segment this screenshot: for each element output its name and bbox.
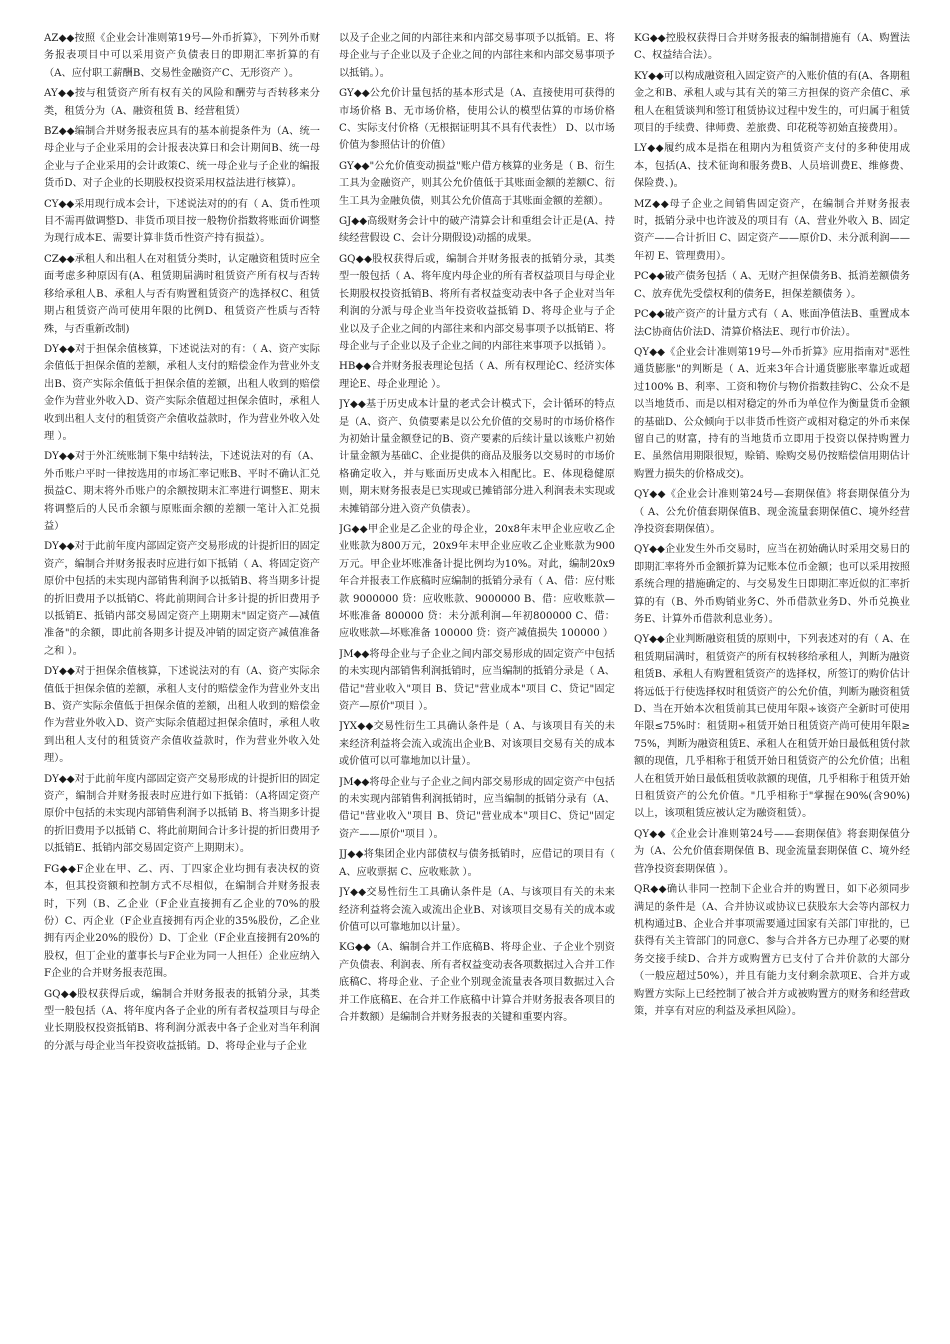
question-item: HB◆◆合并财务报表理论包括（ A、所有权理论C、经济实体理论E、母企业理论 ）。 <box>339 361 615 390</box>
question-item: BZ◆◆编制合并财务报表应具有的基本前提条件为（A、统一母企业与子企业采用的会计报表决算日和会计期间B、统一母企业与子企业采用的会计政策C、统一母企业与子企业的编报货币D、对子企业的长期股权投资采用权益法进行核算）。 <box>44 126 320 190</box>
question-item: QY◆◆企业发生外币交易时，应当在初始确认时采用交易日的即期汇率将外币金额折算为记账本位币金额；也可以采用按照系统合理的措施确定的、与交易发生日即期汇率近似的汇率折算的有（B、外币购销业务C、外币借款业务D、外币兑换业务E、计算外币借款利息业务）。 <box>634 544 910 625</box>
question-item: LY◆◆履约成本是指在租期内为租赁资产支付的多种使用成本，包括(A、技术征询和服务费B、人员培训费E、维修费、保险费、)。 <box>634 143 910 190</box>
question-item: JY◆◆基于历史成本计量的老式会计模式下，会计循环的特点是（A、资产、负债要素是以公允价值的交易时的市场价格作为初始计量金额登记的B、资产要素的后续计量以该账户初始计量金额为基础C、企业提供的商品及服务以交易时的市场价格确定收入，并与账面历史成本入相配比。E、体现稳健原则，期末财务报表是已实现或已摊销部分进入利润表未实现或未摊销部分进入资产负债表）。 <box>339 399 615 515</box>
question-item: GQ◆◆股权获得后或，编制合并财务报表的抵销分录，其类型一般包括（ A、将年度内母企业的所有者权益项目与母企业长期股权投资抵销B、将所有者权益变动表中各子企业对当年利润的分派与母企业当年投资收益抵销 D、将母企业与子企业以及子企业之间的内部往来和内部交易事项予以抵销E、将母企业与子企业以及子企业之间的内部往来事项予以抵销 ）。 <box>339 253 615 352</box>
question-item: QY◆◆《企业会计准则第24号—套期保值》将套期保值分为（ A、公允价值套期保值B、现金流量套期保值C、境外经营净投资套期保值）。 <box>634 489 910 535</box>
question-item: GY◆◆"公允价值变动损益"账户借方核算的业务是（ B、衍生工具为金融资产，则其公允价值低于其账面金额的差额C、衍生工具为金融负债，则其公允价值高于其账面金额的差额）。 <box>339 160 615 207</box>
question-item: PC◆◆破产债务包括（ A、无财产担保债务B、抵消差额债务C、放弃优先受偿权利的债务E，担保差额债务 ）。 <box>634 271 910 300</box>
question-item: GY◆◆公允价计量包括的基本形式是（A、直接使用可获得的市场价格 B、无市场价格，使用公认的模型估算的市场价格C、实际支付价格（无根据证明其不具有代表性） D、以市场价值为参照估计的价值） <box>339 88 615 152</box>
question-item: CZ◆◆承租人和出租人在对租赁分类时，认定融资租赁时应全面考虑多种原因有(A、租赁期届满时租赁资产所有权与否转移给承租人B、承租人与否有购置租赁资产的选择权C、租赁期占租赁资产尚可使用年限的比例D、租赁资产性质与否特殊，与否重新改制) <box>44 253 320 335</box>
question-item: JG◆◆甲企业是乙企业的母企业，20x8年末甲企业应收乙企业账款为800万元，20x9年末甲企业应收乙企业账款为900万元。甲企业坏账准备计提比例均为10%。对此，编制20x9年合并报表工作底稿时应编制的抵销分录有（ A、借：应付账款 9000000 贷：应收账款、9000000 B、借：应收账款—坏账准备 800000 贷：未分派利润—年初800000 C、借：应收账款—坏账准备 100000 贷：资产减值损失 100000 ） <box>339 523 615 640</box>
column-left <box>44 30 320 1320</box>
question-item: DY◆◆对于担保余值核算，下述说法对的有（A、资产实际余值低于担保余值的差额，承租人支付的赔偿金作为营业外支出B、资产实际余值低于担保余值的差额，出租人收到的赔偿金作为营业外收入D、资产实际余值超过担保余值时，承租人收到出租人支付的租赁资产余值收益款时，作为营业外收入处理）。 <box>44 666 320 765</box>
question-item: KG◆◆控股权获得日合并财务报表的编制措施有（A、购置法C、权益结合法）。 <box>634 33 910 62</box>
question-item: MZ◆◆母子企业之间销售固定资产，在编制合并财务报表时，抵销分录中也许波及的项目有（A、营业外收入 B、固定资产——合计折旧 C、固定资产——原价D、未分派利润——年初 E、管理费用）。 <box>634 198 910 262</box>
question-item: FG◆◆F企业在甲、乙、丙、丁四家企业均拥有表决权的资本，但其投资额和控制方式不尽相似，在编制合并财务报表时，下列（B、乙企业（F企业直接拥有乙企业的70%的股份）C、丙企业（F企业直接拥有丙企业的35%股份，乙企业拥有丙企业20%的股份）D、丁企业（F企业直接拥有20%的股权，但丁企业的董事长与F企业为同一人担任）企业应纳入F企业的合并财务报表范围。 <box>44 863 320 980</box>
question-item: AY◆◆按与租赁资产所有权有关的风险和酬劳与否转移来分类，租赁分为（A、融资租赁 B、经营租赁） <box>44 88 320 117</box>
question-item: JY◆◆交易性衍生工具确认条件是（A、与该项目有关的未来经济利益将会流入或流出企业B、对该项目交易有关的成本或价值可以可靠地加以计量）。 <box>339 887 615 933</box>
question-item: CY◆◆采用现行成本会计，下述说法对的的有（ A、货币性项目不需再做调整D、非货币项目按一般物价指数将账面价调整为现行成本E、需要计算非货币性资产持有损益）。 <box>44 198 320 245</box>
column-middle <box>339 30 615 1320</box>
question-item: DY◆◆对于担保余值核算，下述说法对的有：（ A、资产实际余值低于担保余值的差额，承租人支付的赔偿金作为营业外支出B、资产实际余值低于担保余值的差额，出租人收到的赔偿金作为营业外收入D、资产实际余值超过担保余值时，承租人收到出租人支付的租赁资产余值收益款时，作为营业外收入处理 ）。 <box>44 343 320 442</box>
question-item: QR◆◆确认非同一控制下企业合并的购置日，如下必须同步满足的条件是（A、合并协议或协议已获股东大会等内部权力机构通过B、企业合并事项需要通过国家有关部门审批的，已获得有关主管部门的同意C、参与合并各方已办理了必要的财务交接手续D、合并方或购置方已支付了合并价款的大部分（一般应超过50%），并且有能力支付剩余款项E、合并方或购置方实际上已经控制了被合并方或被购置方的财务和经营政策，并享有对应的利益及承担风险）。 <box>634 884 910 1017</box>
question-item: QY◆◆《企业会计准则第19号—外币折算》应用指南对"恶性通货膨胀"的判断是（ A、近来3年合计通货膨胀率靠近或超过100% B、利率、工资和物价与物价指数挂钩C、公众不是以当地货币、而是以相对稳定的外币为单位作为衡量货币金额的基础D、公众倾向于以非货币性资产或相对稳定的外币来保留自己的财富，持有的当地货币立即用于投资以保持购置力E、虽然信用期限很短，赊销、赊购交易仍按赔偿信用期估计购置力损失的价格成交)。 <box>634 346 910 480</box>
question-item: JM◆◆将母企业与子企业之间内部交易形成的固定资产中包括的未实现内部销售利润抵销时，应当编制的抵销分录有（A、借记"营业收入"项目 B、贷记"营业成本"项目C、贷记"固定资产——原价"项目 ）。 <box>339 776 615 840</box>
question-item: JM◆◆将母企业与子企业之间内部交易形成的固定资产中包括的未实现内部销售利润抵销时，应当编制的抵销分录是（ A、借记"营业收入"项目 B、贷记"营业成本"项目 C、贷记"固定资产—原价"项目 ）。 <box>339 648 615 713</box>
question-item: QY◆◆《企业会计准则第24号——套期保值》将套期保值分为（A、公允价值套期保值 B、现金流量套期保值 C、境外经营净投资套期保值 ）。 <box>634 828 910 875</box>
question-item: JYX◆◆交易性衍生工具确认条件是（ A、与该项目有关的未来经济利益将会流入或流出企业B、对该项目交易有关的成本或价值可以可靠地加以计量）。 <box>339 721 615 768</box>
question-item: GQ◆◆股权获得后或，编制合并财务报表的抵销分录，其类型一般包括（A、将年度内各子企业的所有者权益项目与母企业长期股权投资抵销B、将利润分派表中各子企业对当年利润的分派与母企业当年投资收益抵销。D、将母企业与子企业 <box>44 988 320 1052</box>
question-item: 以及子企业之间的内部往来和内部交易事项予以抵销。E、将母企业与子企业以及子企业之间的内部往来和内部交易事项予以抵销。）。 <box>339 33 615 79</box>
question-item: QY◆◆企业判断融资租赁的原则中，下列表述对的有（ A、在租赁期届满时，租赁资产的所有权转移给承租人，判断为融资租赁B、承租人有购置租赁资产的选择权，所签订的购价估计将远低于行使选择权时租赁资产的公允价值，判断为融资租赁D、当在开始本次租赁前其已使用年限÷该资产全新时可使用年限≤75%时：租赁期÷租赁开始日租赁资产尚可使用年限≥75%，判断为融资租赁E、承租人在租赁开始日最低租赁付款额的现值，几乎相称于租赁开始日租赁资产的公允价值；出租人在租赁开始日最低租赁收款额的现值，几乎相称于租赁开始日租赁资产的公允价值。"几乎相称于"掌握在90%(含90%)以上，该项租赁应被认定为融资租赁）。 <box>634 634 910 820</box>
question-item: KG◆◆（A、编制合并工作底稿B、将母企业、子企业个别资产负债表、利润表、所有者权益变动表各项数据过入合并工作底稿C、将母企业、子企业个别现金流量表各项目数据过入合并工作底稿E、在合并工作底稿中计算合并财务报表各项目的合并数额）是编制合并财务报表的关键和重要内容。 <box>339 942 615 1023</box>
question-item: DY◆◆对于外汇统账制下集中结转法，下述说法对的有（A、外币账户平时一律按选用的市场汇率记账B、平时不确认汇兑损益C、期末将外币账户的余额按期末汇率进行调整E、期末将调整后的人民币余额与原账面余额的差额一笔计入汇兑损益） <box>44 451 320 532</box>
document-page <box>44 30 910 1320</box>
question-item: KY◆◆可以构成融资租入固定资产的入账价值的有(A、各期租金之和B、承租人或与其有关的第三方担保的资产余值C、承租人在租赁谈判和签订租赁协议过程中发生的，可归属于租赁项目的手续费、律师费、差旅费、印花税等初始直接费用）。 <box>634 70 910 135</box>
question-item: AZ◆◆按照《企业会计准则第19号—外币折算》，下列外币财务报表项目中可以采用资产负债表日的即期汇率折算的有（A、应付职工薪酬B、交易性金融资产C、无形资产 ）。 <box>44 33 320 79</box>
question-item: PC◆◆破产资产的计量方式有（ A、账面净值法B、重置成本法C协商估价法D、清算价格法E、现行市价法）。 <box>634 309 910 338</box>
question-item: GJ◆◆高级财务会计中的破产清算会计和重组会计正是(A、持续经营假设 C、会计分期假设)动摇的成果。 <box>339 216 615 245</box>
column-right <box>634 30 910 1320</box>
question-item: JJ◆◆将集团企业内部债权与债务抵销时，应借记的项目有（ A、应收票据 C、应收账款 ）。 <box>339 849 615 878</box>
question-item: DY◆◆对于此前年度内部固定资产交易形成的计提折旧的固定资产，编制合并财务报表时应进行如下抵销（ A、将固定资产原价中包括的未实现内部销售利润予以抵销B、将当期多计提的折旧费用予以抵销C、将此前期间合计多计提的折旧费用予以抵销E、抵销内部交易固定资产上期期末"固定资产—减值准备"的余额，即此前各期多计提及冲销的固定资产减值准备之和 ）。 <box>44 541 320 657</box>
question-item: DY◆◆对于此前年度内部固定资产交易形成的计提折旧的固定资产，编制合并财务报表时应进行如下抵销：（A将固定资产原价中包括的未实现内部销售利润予以抵销 B、将当期多计提的折旧费用予以抵销 C、将此前期间合计多计提的折旧费用予以抵销E、抵销内部交易固定资产上期期末）。 <box>44 773 320 855</box>
